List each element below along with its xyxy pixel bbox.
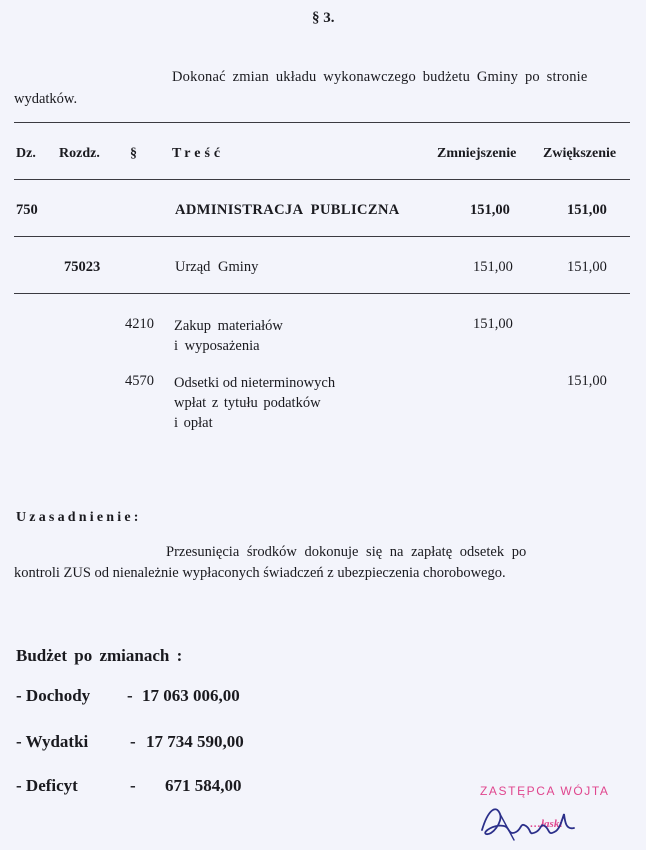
budget-separator: - <box>130 732 136 751</box>
justification-line-1: Przesunięcia środków dokonuje się na zapłatę odsetek po <box>166 544 527 560</box>
dzial-rule <box>14 236 630 237</box>
header-rule <box>14 179 630 180</box>
budget-value-dochody: 17 063 006,00 <box>142 686 240 705</box>
budget-value-wydatki: 17 734 590,00 <box>146 732 244 751</box>
budget-separator: - <box>127 686 133 705</box>
dzial-zwiekszenie: 151,00 <box>567 202 607 218</box>
paragraph-description <box>174 316 424 356</box>
rozdzial-zwiekszenie: 151,00 <box>567 259 607 275</box>
col-header-paragraph: § <box>130 146 137 161</box>
budget-label-deficyt: - Deficyt <box>16 776 78 795</box>
rozdzial-rule <box>14 293 630 294</box>
dzial-zmniejszenie: 151,00 <box>470 202 510 218</box>
dzial-code: 750 <box>16 202 38 218</box>
signature-image <box>470 800 590 846</box>
paragraph-description <box>174 373 424 433</box>
paragraph-description-line: i wyposażenia <box>174 338 260 354</box>
paragraph-zwiekszenie: 151,00 <box>567 373 607 389</box>
col-header-tresc: Treść <box>172 146 225 161</box>
section-title: § 3. <box>312 10 335 26</box>
dzial-name: ADMINISTRACJA PUBLICZNA <box>175 202 400 218</box>
rozdzial-name: Urząd Gminy <box>175 259 259 275</box>
col-header-zmniejszenie: Zmniejszenie <box>437 146 517 161</box>
col-header-zwiekszenie: Zwiększenie <box>543 146 617 161</box>
stamp-title: ZASTĘPCA WÓJTA <box>480 784 610 798</box>
paragraph-zmniejszenie: 151,00 <box>473 316 513 332</box>
intro-line-1: Dokonać zmian układu wykonawczego budżetu Gminy po stronie <box>172 69 588 85</box>
paragraph-code: 4570 <box>125 373 154 389</box>
paragraph-description-line: Zakup materiałów <box>174 318 283 334</box>
budget-label-dochody: - Dochody <box>16 686 91 705</box>
col-header-rozdz: Rozdz. <box>59 146 100 161</box>
budget-separator: - <box>130 776 136 795</box>
intro-line-2: wydatków. <box>14 91 78 107</box>
paragraph-code: 4210 <box>125 316 154 332</box>
justification-line-2: kontroli ZUS od nienależnie wypłaconych świadczeń z ubezpieczenia chorobowego. <box>14 565 506 581</box>
rozdzial-code: 75023 <box>64 259 101 275</box>
paragraph-description-line: Odsetki od nieterminowych <box>174 375 336 391</box>
stamp-name: …łaski <box>530 818 563 830</box>
budget-label-wydatki: - Wydatki <box>16 732 89 751</box>
rozdzial-zmniejszenie: 151,00 <box>473 259 513 275</box>
col-header-dz: Dz. <box>16 146 36 161</box>
paragraph-description-line: wpłat z tytułu podatków <box>174 395 321 411</box>
paragraph-description-line: i opłat <box>174 415 213 431</box>
table-top-rule <box>14 122 630 123</box>
budget-title: Budżet po zmianach : <box>16 646 183 665</box>
justification-title: Uzasadnienie: <box>16 510 142 525</box>
budget-value-deficyt: 671 584,00 <box>165 776 242 795</box>
